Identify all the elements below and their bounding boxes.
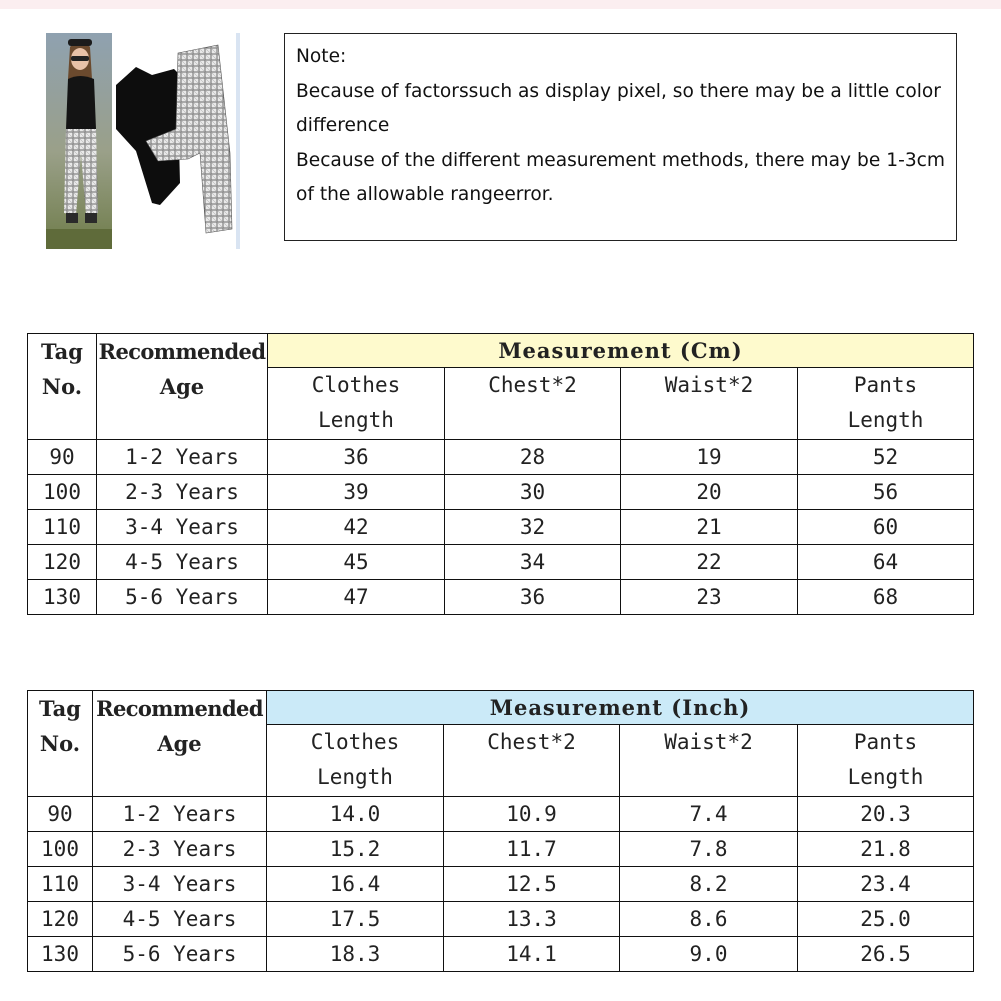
table-row: [28, 902, 974, 937]
waist-cell: 9.0: [620, 937, 798, 972]
pants-cell: 25.0: [798, 902, 974, 937]
pants-cell: 68: [798, 580, 974, 615]
pants-cell: 60: [798, 510, 974, 545]
clothes-cell: 36: [268, 440, 445, 475]
pants-cell: 52: [798, 440, 974, 475]
waist-cell: 22: [621, 545, 798, 580]
clothes-cell: 14.0: [267, 797, 444, 832]
chest-cell: 30: [445, 475, 621, 510]
tag-cell: 90: [28, 440, 97, 475]
size-table-cm: [27, 333, 974, 615]
pants-cell: 23.4: [798, 867, 974, 902]
tag-cell: 130: [28, 580, 97, 615]
table-row: [28, 937, 974, 972]
waist-cell: 8.2: [620, 867, 798, 902]
note-box: [284, 33, 957, 241]
measurement-inch-header: Measurement (Inch): [267, 691, 974, 725]
age-cell: 5-6 Years: [97, 580, 268, 615]
tag-cell: 100: [28, 475, 97, 510]
table-row: [28, 580, 974, 615]
pants-length-header: Pants Length: [798, 725, 974, 797]
age-cell: 4-5 Years: [93, 902, 267, 937]
recommended-age-header: Recommended Age: [93, 691, 267, 797]
note-title: Note:: [296, 46, 347, 67]
table-row: [28, 797, 974, 832]
tag-cell: 110: [28, 510, 97, 545]
pants-cell: 26.5: [798, 937, 974, 972]
waist-cell: 7.4: [620, 797, 798, 832]
chest-cell: 14.1: [444, 937, 620, 972]
chest-cell: 12.5: [444, 867, 620, 902]
age-cell: 2-3 Years: [97, 475, 268, 510]
waist-cell: 7.8: [620, 832, 798, 867]
age-cell: 3-4 Years: [97, 510, 268, 545]
pants-cell: 64: [798, 545, 974, 580]
tag-cell: 110: [28, 867, 93, 902]
clothes-cell: 15.2: [267, 832, 444, 867]
top-strip: [0, 0, 1001, 9]
clothes-length-header: Clothes Length: [268, 368, 445, 440]
clothes-cell: 42: [268, 510, 445, 545]
chest-cell: 10.9: [444, 797, 620, 832]
tag-cell: 120: [28, 545, 97, 580]
model-photo: [46, 33, 112, 249]
pants-length-header: Pants Length: [798, 368, 974, 440]
waist-cell: 23: [621, 580, 798, 615]
tag-cell: 90: [28, 797, 93, 832]
chest-cell: 32: [445, 510, 621, 545]
table-row: [28, 440, 974, 475]
clothes-cell: 16.4: [267, 867, 444, 902]
chest-cell: 34: [445, 545, 621, 580]
clothes-cell: 18.3: [267, 937, 444, 972]
age-cell: 2-3 Years: [93, 832, 267, 867]
clothes-cell: 17.5: [267, 902, 444, 937]
waist-cell: 8.6: [620, 902, 798, 937]
product-photo: [40, 33, 246, 251]
chest-cell: 36: [445, 580, 621, 615]
chest-header: Chest*2: [444, 725, 620, 797]
size-table-inch: [27, 690, 974, 972]
note-line-measurement: Because of the different measurement methods, there may be 1-3cm of the allowable rangeerror.: [296, 149, 945, 205]
table-row: [28, 867, 974, 902]
tag-no-header: Tag No.: [28, 691, 93, 797]
waist-header: Waist*2: [621, 368, 798, 440]
chest-header: Chest*2: [445, 368, 621, 440]
age-cell: 1-2 Years: [97, 440, 268, 475]
chest-cell: 11.7: [444, 832, 620, 867]
tag-cell: 100: [28, 832, 93, 867]
tag-cell: 120: [28, 902, 93, 937]
age-cell: 5-6 Years: [93, 937, 267, 972]
age-cell: 1-2 Years: [93, 797, 267, 832]
table-row: [28, 510, 974, 545]
tag-no-header: Tag No.: [28, 334, 97, 440]
clothes-cell: 45: [268, 545, 445, 580]
pants-cell: 20.3: [798, 797, 974, 832]
measurement-cm-header: Measurement (Cm): [268, 334, 974, 368]
chest-cell: 28: [445, 440, 621, 475]
table-row: [28, 832, 974, 867]
clothes-cell: 39: [268, 475, 445, 510]
tag-cell: 130: [28, 937, 93, 972]
age-cell: 3-4 Years: [93, 867, 267, 902]
clothes-cell: 47: [268, 580, 445, 615]
table-row: [28, 475, 974, 510]
pants-cell: 56: [798, 475, 974, 510]
chest-cell: 13.3: [444, 902, 620, 937]
waist-header: Waist*2: [620, 725, 798, 797]
clothes-length-header: Clothes Length: [267, 725, 444, 797]
waist-cell: 19: [621, 440, 798, 475]
age-cell: 4-5 Years: [97, 545, 268, 580]
recommended-age-header: Recommended Age: [97, 334, 268, 440]
table-row: [28, 545, 974, 580]
note-line-color: Because of factorssuch as display pixel, so there may be a little color difference: [296, 80, 941, 136]
waist-cell: 21: [621, 510, 798, 545]
waist-cell: 20: [621, 475, 798, 510]
pants-cell: 21.8: [798, 832, 974, 867]
